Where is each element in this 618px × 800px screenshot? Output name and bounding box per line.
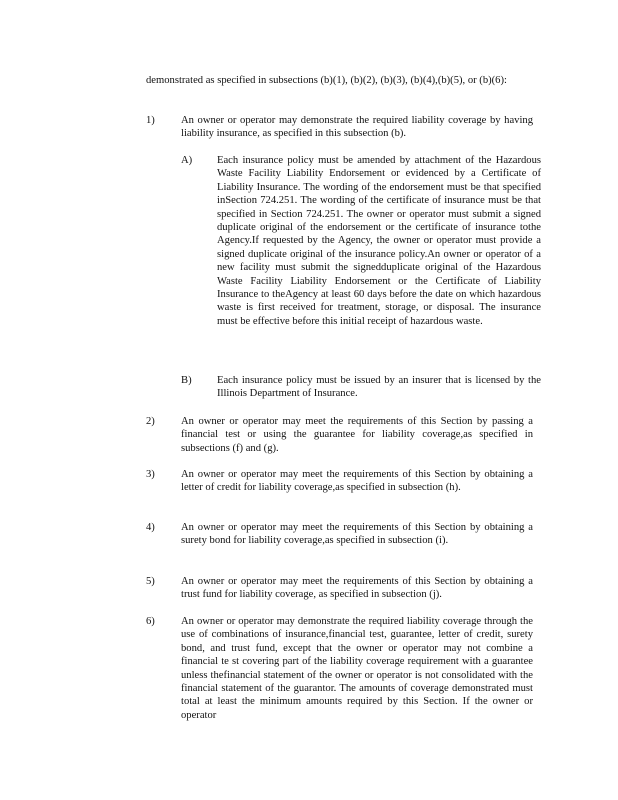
item-text: An owner or operator may demonstrate the required liability coverage through the use of combinations of insurance,financial test, guarantee, letter of credit, surety bond, and trust fund, except that the owner or operator may not combine a financial te st covering part of the liability coverage requirement with a guarantee unless thefinancial statement of the owner or operator is not consolidated with the financial statement of the guarantor. The amounts of coverage demonstrated must total at least the minimum amounts required by this Section. If the owner or operator: [181, 616, 533, 721]
item-text: An owner or operator may meet the requirements of this Section by obtaining a letter of credit for liability coverage,as specified in subsection (h).: [181, 469, 533, 494]
item-number: 3): [146, 469, 155, 480]
item-number: 1): [146, 115, 155, 126]
intro-paragraph: demonstrated as specified in subsections (b)(1), (b)(2), (b)(3), (b)(4),(b)(5), or (b)(6):: [146, 75, 507, 86]
item-number: 5): [146, 576, 155, 587]
sub-item-letter: B): [181, 375, 192, 386]
item-text: An owner or operator may demonstrate the required liability coverage by having liability insurance, as specified in this subsection (b).: [181, 115, 533, 140]
item-number: 6): [146, 616, 155, 627]
item-text: An owner or operator may meet the requirements of this Section by obtaining a trust fund for liability coverage, as specified in subsection (j).: [181, 576, 533, 601]
item-number: 2): [146, 416, 155, 427]
sub-item-text: Each insurance policy must be issued by an insurer that is licensed by the Illinois Department of Insurance.: [217, 375, 541, 400]
sub-item-text: Each insurance policy must be amended by attachment of the Hazardous Waste Facility Liability Endorsement or evidenced by a Certificate of Liability Insurance. The wording of the endorsement must be that specified inSection 724.251. The wording of the certificate of insurance must be that specified in Section 724.251. The owner or operator must submit a signed duplicate original of the endorsement or the certificate of insurance tothe Agency.If requested by the Agency, the owner or operator must provide a signed duplicate original of the insurance policy.An owner or operator of a new facility must submit the signedduplicate original of the Hazardous Waste Facility Liability Endorsement or the Certificate of Liability Insurance to theAgency at least 60 days before the date on which hazardous waste is first received for treatment, storage, or disposal. The insurance must be effective before this initial receipt of hazardous waste.: [217, 155, 541, 327]
sub-item-letter: A): [181, 155, 193, 166]
item-text: An owner or operator may meet the requirements of this Section by obtaining a surety bond for liability coverage,as specified in subsection (i).: [181, 522, 533, 547]
item-text: An owner or operator may meet the requirements of this Section by passing a financial test or using the guarantee for liability coverage,as specified in subsections (f) and (g).: [181, 416, 533, 454]
item-number: 4): [146, 522, 155, 533]
